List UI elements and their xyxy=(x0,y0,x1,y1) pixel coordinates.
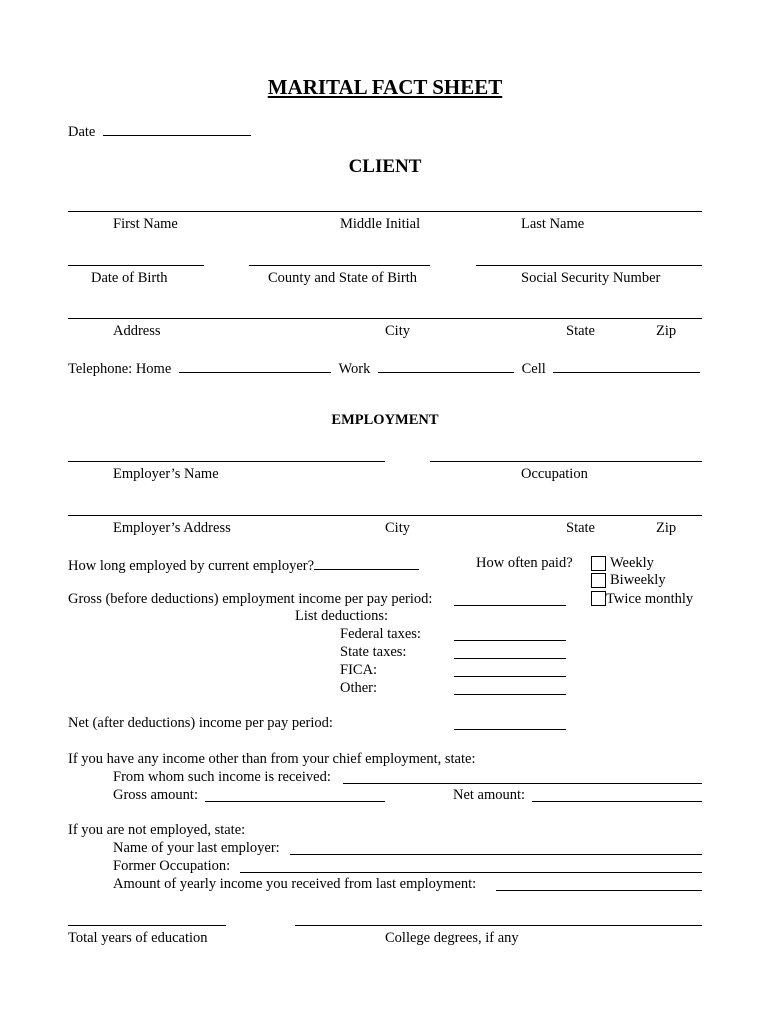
years-education-label: Total years of education xyxy=(68,930,208,946)
work-label: Work xyxy=(338,361,371,377)
date-of-birth-line[interactable] xyxy=(68,265,204,266)
weekly-label: Weekly xyxy=(610,555,654,571)
occupation-label: Occupation xyxy=(521,466,588,482)
date-row xyxy=(68,121,251,141)
client-heading: CLIENT xyxy=(348,156,422,177)
biweekly-label: Biweekly xyxy=(610,572,666,588)
zip-label: Zip xyxy=(656,323,677,339)
gross-amount-label: Gross amount: xyxy=(113,787,198,803)
date-label: Date xyxy=(68,124,96,140)
net-income-field[interactable] xyxy=(454,729,566,730)
employer-name-line[interactable] xyxy=(68,461,385,462)
state-taxes-field[interactable] xyxy=(454,658,566,659)
how-long-row xyxy=(68,555,419,575)
employer-state-label: State xyxy=(566,520,595,536)
college-degrees-label: College degrees, if any xyxy=(385,930,519,946)
middle-initial-label: Middle Initial xyxy=(340,216,421,232)
gross-income-label: Gross (before deductions) employment income per pay period: xyxy=(68,591,433,607)
cell-phone-field[interactable] xyxy=(553,358,700,373)
first-name-label: First Name xyxy=(113,216,178,232)
city-label: City xyxy=(385,323,410,339)
employer-city-label: City xyxy=(385,520,410,536)
former-occupation-label: Former Occupation: xyxy=(113,858,231,874)
cell-label: Cell xyxy=(521,361,546,377)
address-label: Address xyxy=(113,323,161,339)
yearly-income-field[interactable] xyxy=(496,890,702,891)
twice-monthly-checkbox[interactable] xyxy=(591,591,606,606)
former-occupation-field[interactable] xyxy=(240,872,702,873)
county-state-birth-label: County and State of Birth xyxy=(268,270,418,286)
other-label: Other: xyxy=(340,680,378,696)
occupation-line[interactable] xyxy=(430,461,702,462)
home-phone-field[interactable] xyxy=(179,358,331,373)
employer-zip-label: Zip xyxy=(656,520,677,536)
how-long-field[interactable] xyxy=(314,555,419,570)
how-long-label: How long employed by current employer? xyxy=(68,558,315,574)
county-state-birth-line[interactable] xyxy=(249,265,430,266)
last-employer-field[interactable] xyxy=(290,854,702,855)
work-phone-field[interactable] xyxy=(378,358,514,373)
employer-address-line[interactable] xyxy=(68,515,702,516)
not-employed-label: If you are not employed, state: xyxy=(68,822,246,838)
yearly-income-label: Amount of yearly income you received from last employment: xyxy=(113,876,477,892)
name-line[interactable] xyxy=(68,211,702,212)
employer-name-label: Employer’s Name xyxy=(113,466,219,482)
state-label: State xyxy=(566,323,595,339)
list-deductions-label: List deductions: xyxy=(295,608,389,624)
last-name-label: Last Name xyxy=(521,216,585,232)
gross-amount-field[interactable] xyxy=(205,801,385,802)
other-income-label: If you have any income other than from your chief employment, state: xyxy=(68,751,476,767)
fica-field[interactable] xyxy=(454,676,566,677)
federal-taxes-field[interactable] xyxy=(454,640,566,641)
weekly-checkbox[interactable] xyxy=(591,556,606,571)
gross-income-row xyxy=(68,591,432,608)
last-employer-label: Name of your last employer: xyxy=(113,840,280,856)
state-taxes-label: State taxes: xyxy=(340,644,407,660)
years-education-line[interactable] xyxy=(68,925,226,926)
other-deduction-field[interactable] xyxy=(454,694,566,695)
ssn-line[interactable] xyxy=(476,265,702,266)
net-income-label: Net (after deductions) income per pay period: xyxy=(68,715,333,731)
date-of-birth-label: Date of Birth xyxy=(91,270,168,286)
twice-monthly-label: Twice monthly xyxy=(606,591,694,607)
from-whom-field[interactable] xyxy=(343,783,702,784)
telephone-home-label: Telephone: Home xyxy=(68,361,172,377)
date-field[interactable] xyxy=(103,121,251,136)
employer-address-label: Employer’s Address xyxy=(113,520,231,536)
employment-heading: EMPLOYMENT xyxy=(331,412,439,428)
fica-label: FICA: xyxy=(340,662,378,678)
how-often-label: How often paid? xyxy=(476,555,573,571)
net-amount-label: Net amount: xyxy=(453,787,526,803)
biweekly-checkbox[interactable] xyxy=(591,573,606,588)
ssn-label: Social Security Number xyxy=(521,270,661,286)
gross-income-field[interactable] xyxy=(454,605,566,606)
net-amount-field[interactable] xyxy=(532,801,702,802)
form-title: MARITAL FACT SHEET xyxy=(267,75,503,99)
federal-taxes-label: Federal taxes: xyxy=(340,626,421,642)
address-line[interactable] xyxy=(68,318,702,319)
from-whom-label: From whom such income is received: xyxy=(113,769,331,785)
college-degrees-line[interactable] xyxy=(295,925,702,926)
telephone-row xyxy=(68,358,700,378)
